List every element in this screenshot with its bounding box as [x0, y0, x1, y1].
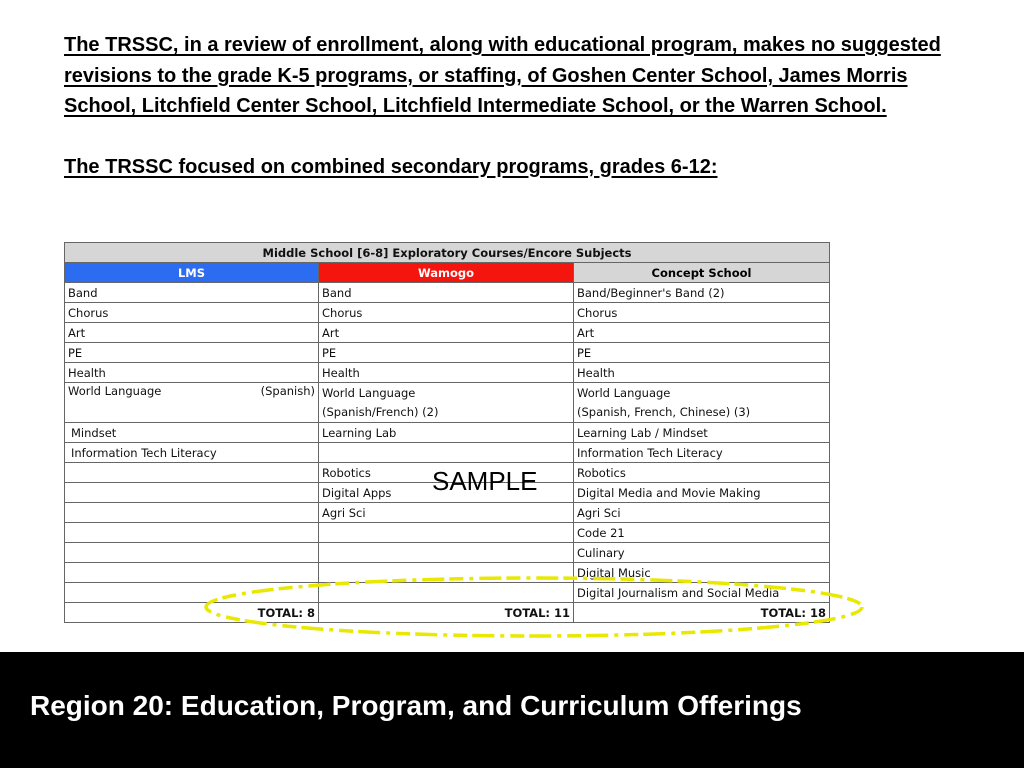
cell-lms: [65, 483, 319, 503]
cell-wamogo: Digital Apps: [319, 483, 574, 503]
table-row: [65, 283, 830, 303]
total-wamogo: TOTAL: 11: [319, 603, 574, 623]
total-lms: TOTAL: 8: [65, 603, 319, 623]
cell-concept: Digital Music: [574, 563, 830, 583]
cell-concept: Robotics: [574, 463, 830, 483]
cell-lms-text: World Language: [68, 384, 162, 398]
cell-wamogo-line1: World Language: [322, 385, 416, 400]
table-row: [65, 523, 830, 543]
cell-wamogo: Art: [319, 323, 574, 343]
cell-wamogo: [319, 543, 574, 563]
cell-concept: Digital Journalism and Social Media: [574, 583, 830, 603]
cell-lms: [65, 543, 319, 563]
total-concept: TOTAL: 18: [574, 603, 830, 623]
cell-wamogo: Learning Lab: [319, 423, 574, 443]
cell-lms: [65, 463, 319, 483]
cell-concept: PE: [574, 343, 830, 363]
cell-lms: [65, 523, 319, 543]
cell-concept-line2: (Spanish, French, Chinese) (3): [577, 404, 751, 419]
cell-concept: Learning Lab / Mindset: [574, 423, 830, 443]
cell-wamogo: Health: [319, 363, 574, 383]
cell-wamogo: Agri Sci: [319, 503, 574, 523]
cell-wamogo: Band: [319, 283, 574, 303]
table-title: Middle School [6-8] Exploratory Courses/Encore Subjects: [65, 243, 830, 263]
cell-lms-note: (Spanish): [260, 384, 315, 398]
cell-concept: [574, 383, 830, 423]
cell-lms: Information Tech Literacy: [65, 443, 319, 463]
cell-concept: Chorus: [574, 303, 830, 323]
cell-concept: Digital Media and Movie Making: [574, 483, 830, 503]
cell-wamogo: [319, 383, 574, 423]
cell-lms: Chorus: [65, 303, 319, 323]
cell-lms: [65, 383, 319, 423]
courses-table: [64, 242, 830, 623]
sample-watermark: SAMPLE: [432, 466, 538, 496]
highlight-ellipse: [200, 572, 868, 644]
intro-paragraph-1: The TRSSC, in a review of enrollment, along with educational program, makes no suggested revisions to the grade K-5 programs, or staffing, of Goshen Center School, James Morris School, Litchfield Center School, Litchfield Intermediate School, or the Warren School.: [64, 34, 941, 117]
cell-lms: Band: [65, 283, 319, 303]
footer-bar: [0, 652, 1024, 768]
table-row: [65, 543, 830, 563]
table-header-row: [65, 263, 830, 283]
table-row: [65, 443, 830, 463]
table-row: [65, 363, 830, 383]
footer-title: Region 20: Education, Program, and Curriculum Offerings: [30, 690, 802, 721]
cell-concept: Health: [574, 363, 830, 383]
cell-concept: Art: [574, 323, 830, 343]
cell-wamogo: [319, 523, 574, 543]
highlight-ellipse-stroke: [206, 578, 862, 636]
cell-wamogo: Robotics: [319, 463, 574, 483]
cell-lms: Mindset: [65, 423, 319, 443]
cell-wamogo: [319, 443, 574, 463]
table-row: [65, 383, 830, 423]
cell-concept: Band/Beginner's Band (2): [574, 283, 830, 303]
cell-lms: Health: [65, 363, 319, 383]
cell-concept: Culinary: [574, 543, 830, 563]
cell-lms: Art: [65, 323, 319, 343]
header-concept-school: Concept School: [574, 263, 830, 283]
cell-wamogo: PE: [319, 343, 574, 363]
cell-lms: [65, 503, 319, 523]
table-title-row: [65, 243, 830, 263]
cell-concept: Information Tech Literacy: [574, 443, 830, 463]
cell-concept-line1: World Language: [577, 385, 671, 400]
cell-wamogo: Chorus: [319, 303, 574, 323]
intro-text: [64, 30, 964, 182]
header-wamogo: Wamogo: [319, 263, 574, 283]
header-lms: LMS: [65, 263, 319, 283]
cell-lms: PE: [65, 343, 319, 363]
table-row: [65, 343, 830, 363]
cell-concept: Code 21: [574, 523, 830, 543]
table-row: [65, 423, 830, 443]
intro-paragraph-2: The TRSSC focused on combined secondary programs, grades 6-12:: [64, 155, 718, 178]
table-row: [65, 323, 830, 343]
cell-wamogo-line2: (Spanish/French) (2): [322, 404, 439, 419]
table-row: [65, 303, 830, 323]
cell-concept: Agri Sci: [574, 503, 830, 523]
courses-table-image: [64, 242, 829, 623]
table-row: [65, 503, 830, 523]
